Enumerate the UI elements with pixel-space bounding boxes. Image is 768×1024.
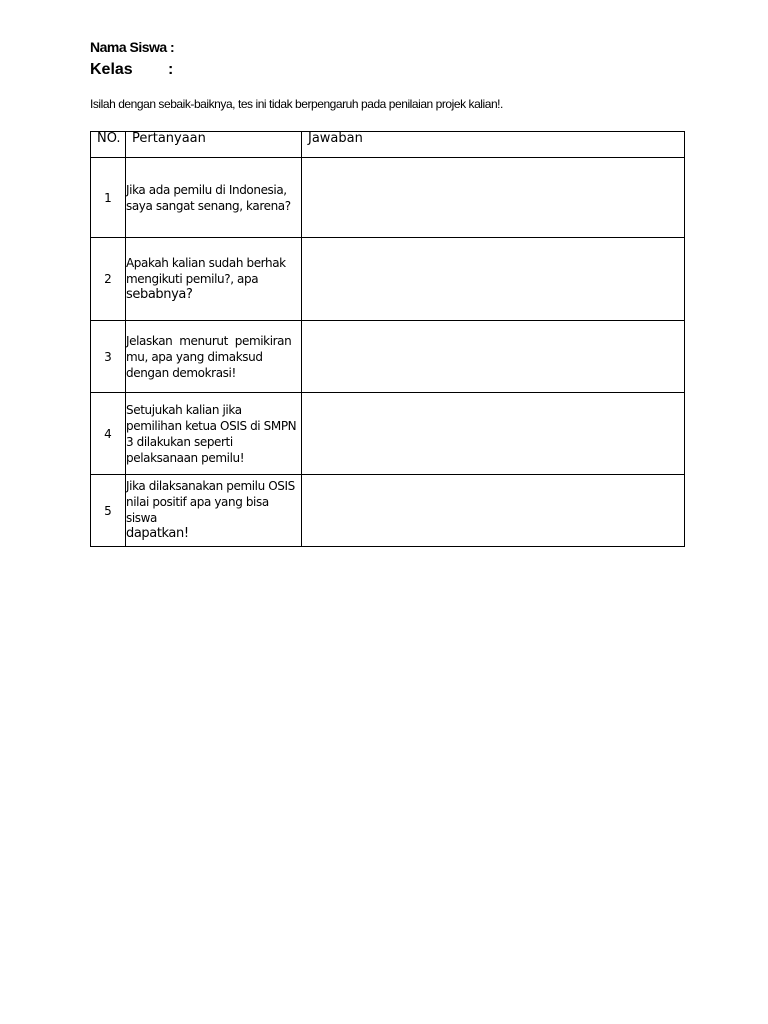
question-cell	[126, 475, 302, 547]
row-number: 1	[91, 158, 126, 238]
column-header-question: Pertanyaan	[126, 132, 302, 158]
answer-cell[interactable]	[302, 475, 685, 547]
question-cell	[126, 321, 302, 393]
question-line: 3 dilakukan seperti	[126, 434, 233, 449]
question-table	[90, 131, 685, 547]
class-line	[90, 61, 173, 79]
table-header-row	[91, 132, 685, 158]
answer-cell[interactable]	[302, 393, 685, 475]
answer-cell[interactable]	[302, 158, 685, 238]
column-header-no: NO.	[91, 132, 126, 158]
answer-cell[interactable]	[302, 321, 685, 393]
question-line: Jika ada pemilu di Indonesia,	[126, 182, 287, 197]
table-row	[91, 238, 685, 321]
question-line: Apakah kalian sudah berhak	[126, 256, 286, 270]
table-row	[91, 475, 685, 547]
question-line: nilai positif apa yang bisa	[126, 495, 269, 509]
column-header-answer: Jawaban	[302, 132, 685, 158]
class-label: Kelas	[90, 61, 133, 78]
question-cell	[126, 238, 302, 321]
question-line: pelaksanaan pemilu!	[126, 450, 245, 465]
question-cell	[126, 393, 302, 475]
question-line: Jika dilaksanakan pemilu OSIS	[126, 479, 295, 493]
row-number: 4	[91, 393, 126, 475]
question-line: pemilihan ketua OSIS di SMPN	[126, 418, 297, 433]
student-name-colon: :	[170, 39, 175, 55]
student-name-line	[90, 39, 174, 55]
table-row	[91, 158, 685, 238]
question-line: siswa	[126, 511, 158, 525]
instruction-text: Isilah dengan sebaik-baiknya, tes ini tidak berpengaruh pada penilaian projek kalian!.	[90, 97, 503, 111]
question-line: mu, apa yang dimaksud	[126, 349, 263, 364]
question-line: dapatkan!	[126, 526, 189, 541]
table-row	[91, 393, 685, 475]
row-number: 3	[91, 321, 126, 393]
question-line: sebabnya?	[126, 287, 193, 302]
answer-cell[interactable]	[302, 238, 685, 321]
question-line: dengan demokrasi!	[126, 365, 236, 380]
row-number: 5	[91, 475, 126, 547]
question-line: Jelaskan menurut pemikiran	[126, 333, 292, 348]
class-colon: :	[168, 61, 174, 78]
question-cell	[126, 158, 302, 238]
question-line: mengikuti pemilu?, apa	[126, 272, 259, 286]
question-line: saya sangat senang, karena?	[126, 198, 291, 213]
question-line: Setujukah kalian jika	[126, 402, 242, 417]
row-number: 2	[91, 238, 126, 321]
student-name-label: Nama Siswa	[90, 39, 167, 55]
table-row	[91, 321, 685, 393]
